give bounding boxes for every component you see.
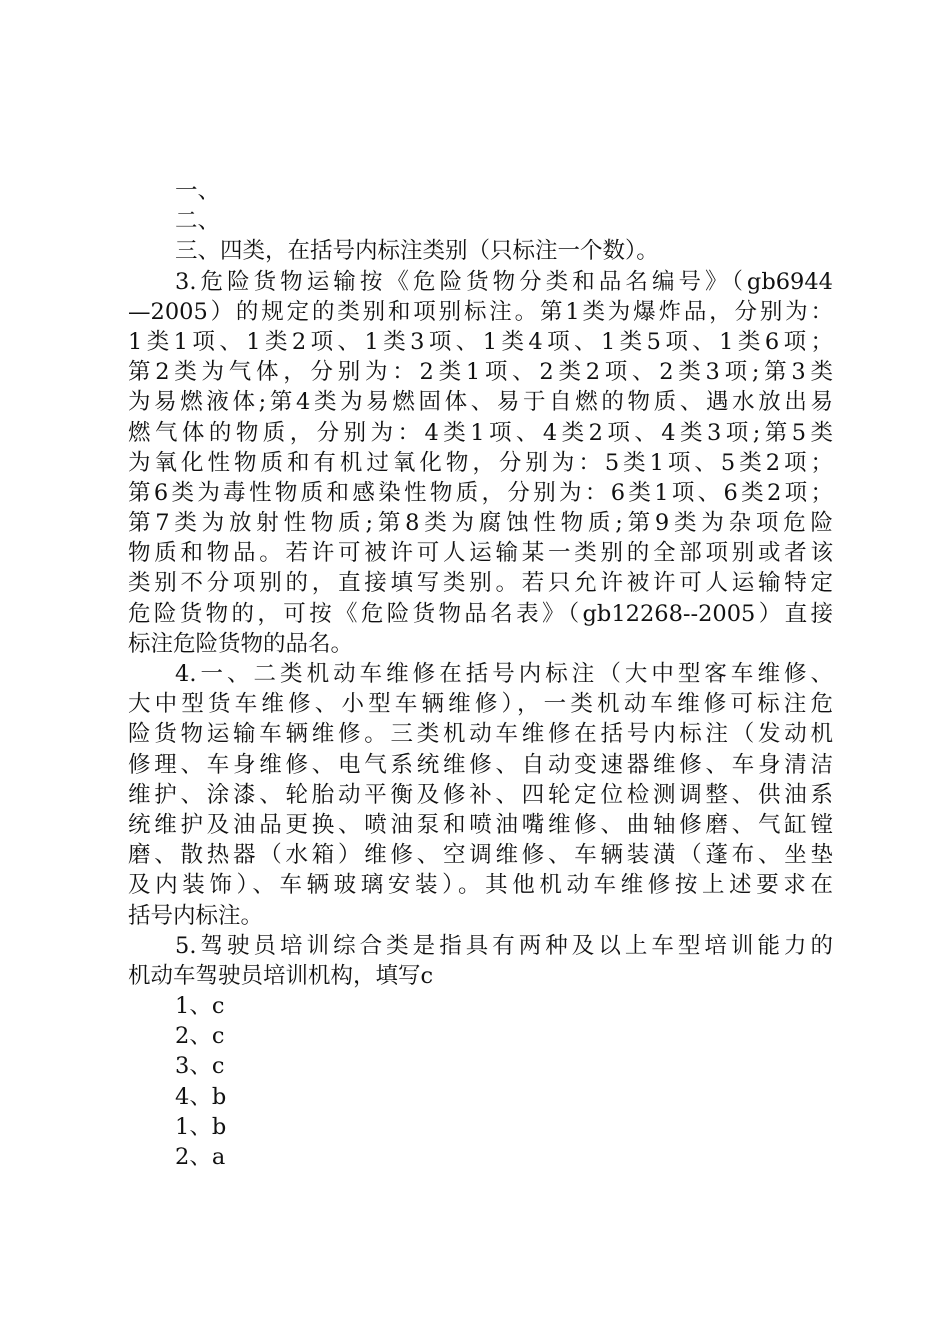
paragraph-4-start: 4.一、二类机动车维修在括号内标注（大中型客车维修、 xyxy=(175,661,833,687)
text-line: 第2类为气体，分别为：2类1项、2类2项、2类3项;第3类 xyxy=(128,359,833,386)
text-line: 危险货物的，可按《危险货物品名表》（gb12268--2005）直接 xyxy=(128,600,833,627)
document-body xyxy=(128,176,833,1172)
text-line: 修理、车身维修、电气系统维修、自动变速器维修、车身清洁 xyxy=(128,751,833,778)
text-line: 险货物运输车辆维修。三类机动车维修在括号内标注（发动机 xyxy=(128,721,833,748)
answer-item: 4、b xyxy=(175,1083,227,1110)
text-line: 三、四类，在括号内标注类别（只标注一个数）。 xyxy=(175,238,659,265)
text-line: 第7类为放射性物质;第8类为腐蚀性物质;第9类为杂项危险 xyxy=(128,510,833,537)
paragraph-5-start: 5.驾驶员培训综合类是指具有两种及以上车型培训能力的 xyxy=(175,932,833,959)
answer-item: 1、b xyxy=(175,1113,227,1140)
answer-item: 1、c xyxy=(175,993,225,1020)
text-line: 类别不分项别的，直接填写类别。若只允许被许可人运输特定 xyxy=(128,570,833,597)
paragraph-3-start: 3.危险货物运输按《危险货物分类和品名编号》（gb6944 xyxy=(175,268,833,295)
text-line: 标注危险货物的品名。 xyxy=(128,630,354,657)
text-line: 括号内标注。 xyxy=(128,902,264,929)
text-line: 一、 xyxy=(175,178,221,204)
text-line: 为易燃液体;第4类为易燃固体、易于自燃的物质、遇水放出易 xyxy=(128,389,833,416)
text-line: 第6类为毒性物质和感染性物质，分别为：6类1项、6类2项； xyxy=(128,479,833,506)
text-line: 物质和物品。若许可被许可人运输某一类别的全部项别或者该 xyxy=(128,540,833,567)
text-line: 燃气体的物质，分别为：4类1项、4类2项、4类3项;第5类 xyxy=(128,419,833,446)
text-line: 二、 xyxy=(175,208,221,235)
text-line: 维护、涂漆、轮胎动平衡及修补、四轮定位检测调整、供油系 xyxy=(128,781,833,808)
text-line: 及内装饰）、车辆玻璃安装）。其他机动车维修按上述要求在 xyxy=(128,872,833,899)
text-line: 1类1项、1类2项、1类3项、1类4项、1类5项、1类6项； xyxy=(128,328,833,355)
text-line: —2005）的规定的类别和项别标注。第1类为爆炸品，分别为： xyxy=(128,298,833,325)
text-line: 机动车驾驶员培训机构，填写c xyxy=(128,962,434,989)
text-line: 统维护及油品更换、喷油泵和喷油嘴维修、曲轴修磨、气缸镗 xyxy=(128,811,833,838)
text-line: 磨、散热器（水箱）维修、空调维修、车辆装潢（蓬布、坐垫 xyxy=(128,842,833,869)
answer-item: 3、c xyxy=(175,1053,225,1080)
text-line: 大中型货车维修、小型车辆维修），一类机动车维修可标注危 xyxy=(128,691,833,718)
text-line: 为氧化性物质和有机过氧化物，分别为：5类1项、5类2项； xyxy=(128,449,833,476)
answer-item: 2、c xyxy=(175,1023,225,1050)
answer-item: 2、a xyxy=(175,1144,226,1170)
